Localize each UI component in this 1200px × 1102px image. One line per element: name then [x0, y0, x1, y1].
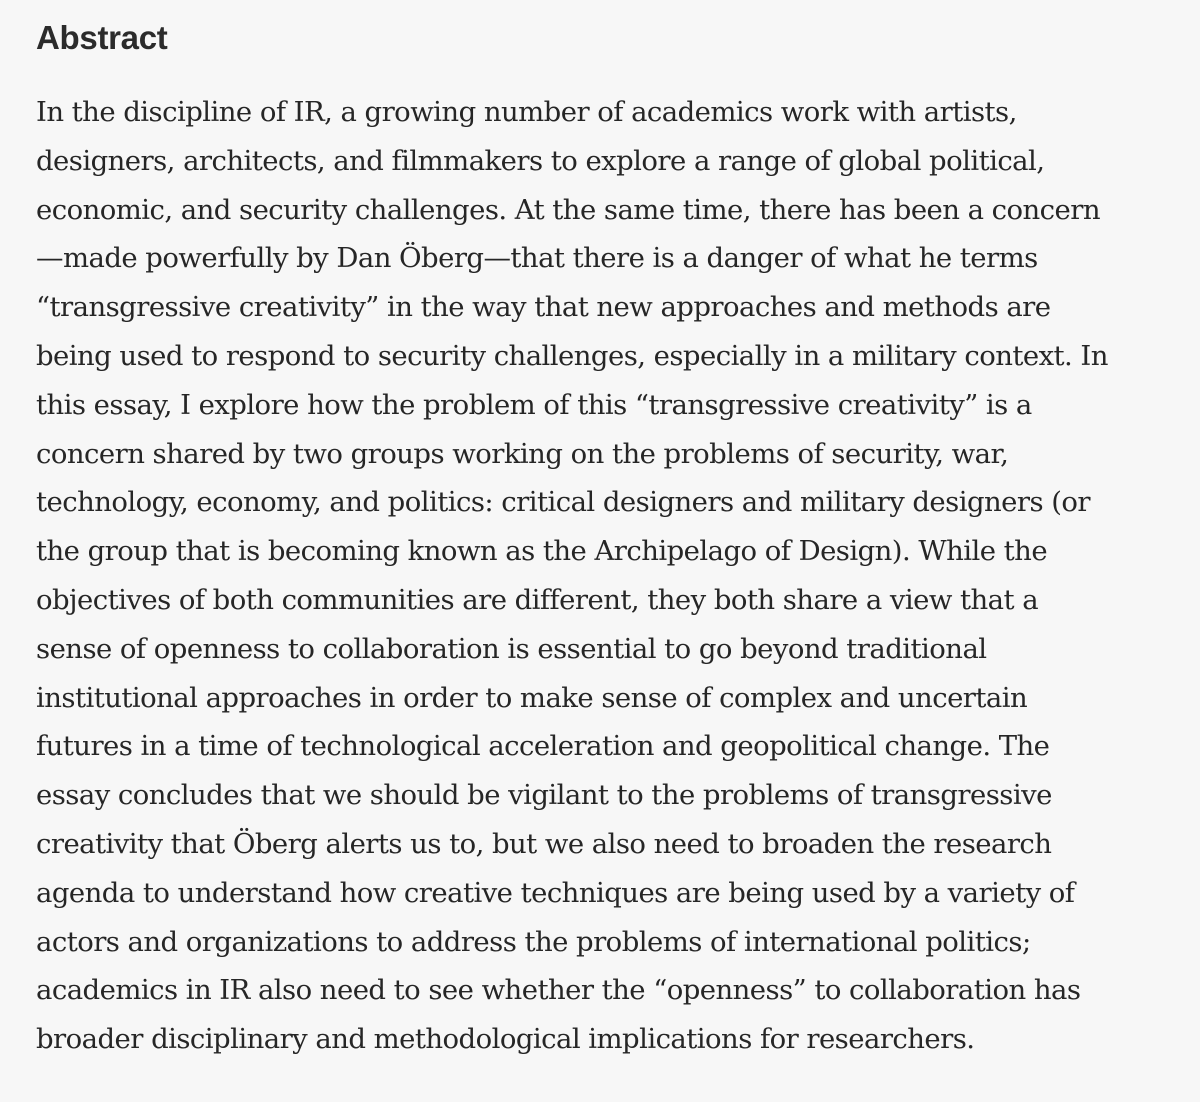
abstract-line: concern shared by two groups working on the problems of security, war, [36, 437, 1009, 470]
abstract-line: —made powerfully by Dan Öberg—that there is a danger of what he terms [36, 242, 1038, 275]
abstract-line: objectives of both communities are different, they both share a view that a [36, 583, 1039, 616]
abstract-section [36, 18, 1176, 1064]
abstract-heading: Abstract [36, 19, 168, 56]
abstract-line: institutional approaches in order to make sense of complex and uncertain [36, 681, 1028, 714]
abstract-line: futures in a time of technological acceleration and geopolitical change. The [36, 730, 1050, 763]
abstract-line: actors and organizations to address the problems of international politics; [36, 925, 1031, 958]
abstract-line: economic, and security challenges. At the same time, there has been a concern [36, 193, 1101, 226]
abstract-line: sense of openness to collaboration is essential to go beyond traditional [36, 632, 987, 665]
abstract-body [36, 88, 1176, 1064]
abstract-line: technology, economy, and politics: critical designers and military designers (or [36, 486, 1091, 519]
abstract-line: In the discipline of IR, a growing number of academics work with artists, [36, 96, 1017, 128]
abstract-line: being used to respond to security challenges, especially in a military context. In [36, 339, 1108, 372]
abstract-line: broader disciplinary and methodological implications for researchers. [36, 1023, 975, 1056]
abstract-line: academics in IR also need to see whether the “openness” to collaboration has [36, 974, 1081, 1007]
abstract-line: designers, architects, and filmmakers to explore a range of global political, [36, 144, 1045, 177]
abstract-line: essay concludes that we should be vigilant to the problems of transgressive [36, 779, 1052, 812]
abstract-line: “transgressive creativity” in the way that new approaches and methods are [36, 291, 1051, 324]
abstract-line: agenda to understand how creative techniques are being used by a variety of [36, 876, 1075, 909]
abstract-line: creativity that Öberg alerts us to, but we also need to broaden the research [36, 827, 1052, 860]
abstract-line: the group that is becoming known as the Archipelago of Design). While the [36, 535, 1048, 568]
abstract-line: this essay, I explore how the problem of this “transgressive creativity” is a [36, 388, 1032, 421]
